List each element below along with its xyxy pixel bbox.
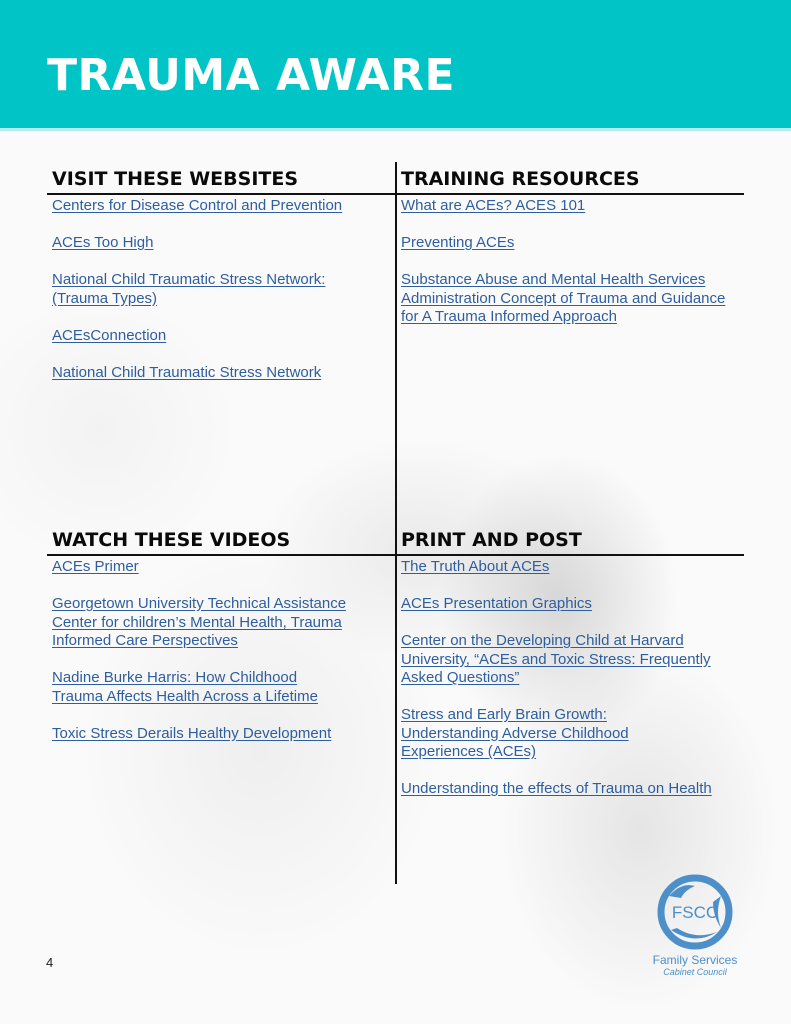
logo-name: Family Services	[652, 953, 738, 967]
link-aces-101[interactable]: What are ACEs? ACES 101	[401, 197, 586, 214]
logo-subtitle: Cabinet Council	[663, 967, 727, 977]
link-cdc[interactable]: Centers for Disease Control and Prevention	[52, 197, 343, 214]
section-heading: WATCH THESE VIDEOS	[47, 523, 395, 556]
link-nctsn[interactable]: National Child Traumatic Stress Network	[52, 363, 322, 381]
section-heading: VISIT THESE WEBSITES	[47, 162, 395, 195]
section-heading: PRINT AND POST	[396, 523, 744, 556]
fscc-logo	[650, 872, 740, 977]
link-aces-primer[interactable]: ACEs Primer	[52, 558, 139, 575]
link-aces-too-high[interactable]: ACEs Too High	[52, 234, 154, 251]
link-nctsn-trauma-types[interactable]: National Child Traumatic Stress Network: (Trauma Types)	[52, 271, 326, 307]
section-heading: TRAINING RESOURCES	[396, 162, 744, 195]
fscc-hands-circle-icon	[655, 872, 735, 952]
link-aces-presentation-graphics[interactable]: ACEs Presentation Graphics	[401, 595, 592, 612]
link-preventing-aces[interactable]: Preventing ACEs	[401, 234, 515, 251]
section-training-resources	[396, 162, 744, 345]
link-harvard-aces-faq[interactable]: Center on the Developing Child at Harvard University, “ACEs and Toxic Stress: Frequently Asked Questions”	[401, 632, 711, 686]
link-truth-about-aces[interactable]: The Truth About ACEs	[401, 558, 550, 575]
link-nadine-burke-harris[interactable]: Nadine Burke Harris: How Childhood Trauma Affects Health Across a Lifetime	[52, 669, 318, 705]
link-toxic-stress-video[interactable]: Toxic Stress Derails Healthy Development	[52, 724, 332, 742]
page-title: TRAUMA AWARE	[47, 50, 456, 101]
link-georgetown-video[interactable]: Georgetown University Technical Assistance Center for children’s Mental Health, Trauma Informed Care Perspectives	[52, 595, 347, 649]
link-samhsa-trauma-concept[interactable]: Substance Abuse and Mental Health Services Administration Concept of Trauma and Guidance for A Trauma Informed Approach	[401, 271, 726, 325]
page-header	[0, 0, 791, 130]
section-watch-videos	[47, 523, 395, 762]
link-acesconnection[interactable]: ACEsConnection	[52, 326, 167, 344]
link-trauma-effects-health[interactable]: Understanding the effects of Trauma on Health	[401, 780, 712, 797]
svg-text:FSCC: FSCC	[671, 903, 719, 922]
header-divider	[0, 128, 791, 131]
section-visit-websites	[47, 162, 395, 401]
link-stress-brain-growth[interactable]: Stress and Early Brain Growth: Understanding Adverse Childhood Experiences (ACEs)	[401, 706, 629, 760]
section-print-and-post	[396, 523, 744, 817]
page-number: 4	[46, 955, 54, 970]
